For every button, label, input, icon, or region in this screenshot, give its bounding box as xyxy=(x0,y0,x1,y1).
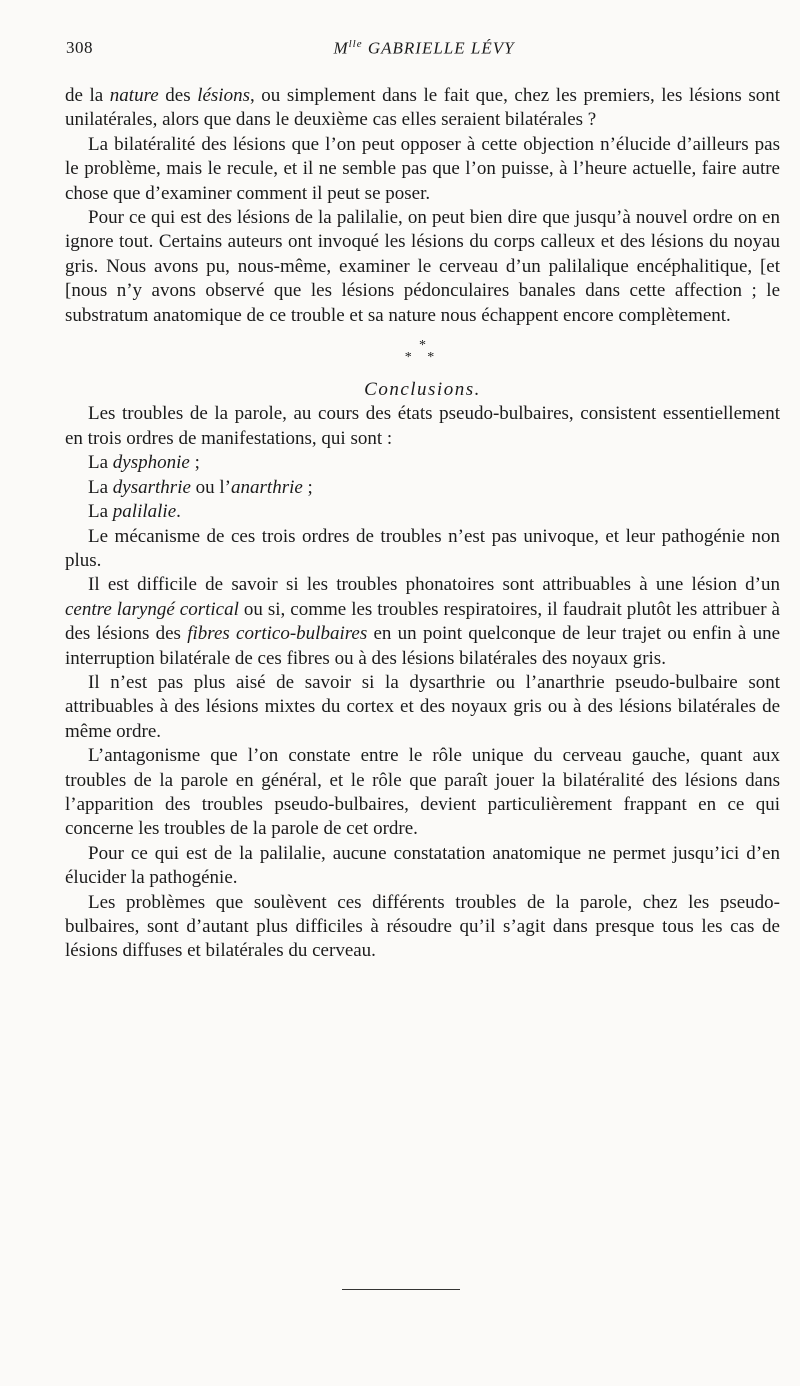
italic-text: nature xyxy=(109,85,159,106)
italic-text: anarthrie xyxy=(231,476,303,498)
star-top: * xyxy=(419,338,426,354)
text-run: La xyxy=(88,452,113,474)
text-run: ; xyxy=(302,476,313,498)
end-rule xyxy=(342,1289,460,1290)
paragraph xyxy=(65,476,780,500)
running-title xyxy=(66,38,782,59)
paragraph xyxy=(65,206,780,328)
page-body xyxy=(65,84,780,964)
paragraph xyxy=(65,671,780,744)
text-run: de la xyxy=(65,85,110,106)
paragraph xyxy=(65,84,780,133)
text-run: . xyxy=(176,501,181,523)
italic-text: palilalie xyxy=(112,501,177,523)
text-run: Les problèmes que soulèvent ces différents troubles de la parole, chez les pseudo-bulbaires, sont d’autant plus difficiles à résoudre qu’il s’agit dans presque tous les cas de lésions diffuses et bilatérales du cerveau. xyxy=(65,891,780,962)
paragraph xyxy=(65,500,780,524)
paragraph xyxy=(65,525,780,574)
text-run: Le mécanisme de ces trois ordres de troubles n’est pas univoque, et leur pathogénie non plus. xyxy=(65,525,780,571)
paragraph xyxy=(65,402,780,451)
author-name: GABRIELLE LÉVY xyxy=(362,38,515,58)
section-divider-stars xyxy=(65,340,780,364)
text-run: ; xyxy=(189,452,200,474)
text-run: Pour ce qui est des lésions de la palilalie, on peut bien dire que jusqu’à nouvel ordre on en ignore tout. Certains auteurs ont invoqué les lésions du corps calleux et des lésions du noyau gris. Nous avons pu, nous-même, examiner le cerveau d’un palilalique encéphalitique, [et [nous n’y avons observé que les lésions pédonculaires banales dans cette affection ; le substratum anatomique de ce trouble et sa nature nous échappent encore complètement. xyxy=(65,207,780,326)
italic-text: dysphonie xyxy=(112,452,190,474)
text-run: en un point quelconque de leur trajet ou enfin à une interruption bilatérale de ces fibres ou à des lésions bilatérales des noyaux gris. xyxy=(65,623,780,669)
paragraphs-after xyxy=(65,402,780,963)
text-run: , ou simplement dans le fait que, chez les premiers, les lésions sont unilatérales, alors que dans le deuxième cas elles seraient bilatérales ? xyxy=(65,85,780,131)
paragraph xyxy=(65,891,780,964)
text-run: L’antagonisme que l’on constate entre le rôle unique du cerveau gauche, quant aux troubles de la parole en général, et le rôle que paraît jouer la bilatéralité des lésions dans l’apparition des troubles pseudo-bulbaires, devient particulièrement frappant en ce qui concerne les troubles de la parole de cet ordre. xyxy=(65,745,780,840)
italic-text: dysarthrie xyxy=(112,476,191,498)
paragraph xyxy=(65,451,780,475)
italic-text: centre laryngé cortical xyxy=(65,598,239,620)
text-run: La xyxy=(88,501,113,523)
paragraph xyxy=(65,842,780,891)
text-run: ou l’ xyxy=(190,476,232,498)
paragraphs-before xyxy=(65,84,780,328)
italic-text: lésions xyxy=(197,85,250,106)
section-title: Conclusions. xyxy=(364,379,481,401)
text-run: Il est difficile de savoir si les troubles phonatoires sont attribuables à une lésion d’un xyxy=(88,574,780,596)
author-prefix: M xyxy=(333,38,349,58)
paragraph xyxy=(65,133,780,206)
paragraph xyxy=(65,744,780,842)
paragraph xyxy=(65,573,780,671)
star-bottom: * * xyxy=(404,350,441,366)
author-prefix-sup: lle xyxy=(348,38,363,50)
page-number: 308 xyxy=(66,38,93,57)
text-run: Les troubles de la parole, au cours des états pseudo-bulbaires, consistent essentiellement en trois ordres de manifestations, qui sont : xyxy=(65,403,780,449)
italic-text: fibres cortico-bulbaires xyxy=(187,623,368,645)
page-header xyxy=(66,38,782,68)
text-run: La bilatéralité des lésions que l’on peut opposer à cette objection n’élucide d’ailleurs pas le problème, mais le recule, et il ne semble pas que l’on puisse, à l’heure actuelle, faire autre chose que d’examiner comment il peut se poser. xyxy=(65,133,780,204)
text-run: La xyxy=(88,476,113,498)
text-run: Pour ce qui est de la palilalie, aucune constatation anatomique ne permet jusqu’ici d’en élucider la pathogénie. xyxy=(65,842,780,889)
text-run: ou si, comme les troubles respiratoires, il faudrait plutôt les attribuer à des lésions des xyxy=(65,598,780,645)
text-run: des xyxy=(158,85,198,106)
text-run: Il n’est pas plus aisé de savoir si la dysarthrie ou l’anarthrie pseudo-bulbaire sont attribuables à des lésions mixtes du cortex et des noyaux gris ou à des lésions bilatérales de même ordre. xyxy=(65,671,780,742)
